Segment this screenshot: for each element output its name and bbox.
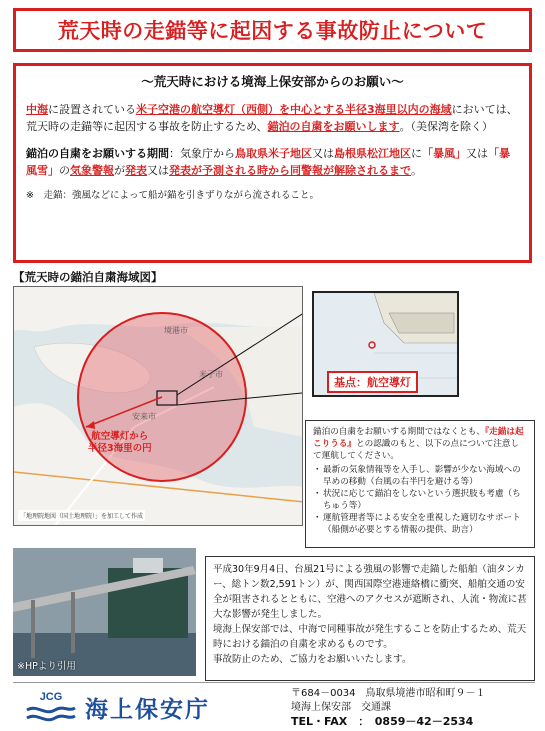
jcg-logo <box>25 688 210 726</box>
text-span: 又は <box>466 147 488 160</box>
map-label-yasugi: 安来市 <box>132 412 156 421</box>
incident-text-3: 事故防止のため、ご協力をお願いいたします。 <box>213 654 412 665</box>
text-span: ：気象庁から <box>169 147 235 160</box>
contact-address: 〒684－0034 鳥取県境港市昭和町９－１ <box>291 688 486 699</box>
list-item: ・ 運航管理者等による安全を重視した適切なサポート（船側が必要とする情報の提供、助言） <box>313 512 527 536</box>
map-label-yonago: 米子市 <box>199 370 223 379</box>
list-item: ・ 状況に応じて錨泊をしないという選択肢も考慮（ちちゅう等） <box>313 488 527 512</box>
text-area-definition: 米子空港の航空導灯（西側）を中心とする半径3海里以内の海域 <box>136 103 452 116</box>
base-point-label: 基点：航空導灯 <box>327 371 418 393</box>
footer <box>13 682 535 731</box>
incident-photo <box>13 548 196 676</box>
map-label-sakaiminato: 境港市 <box>164 326 188 335</box>
incident-text-2: 境海上保安部では、中海で同種事故が発生することを防止するため、荒天時における錨泊の自粛を求めるものです。 <box>213 624 527 650</box>
text-span: 又は <box>312 147 334 160</box>
jcg-abbr: JCG <box>39 691 63 703</box>
note-definition: ※ 走錨：強風などによって船が錨を引きずりながら流されること。 <box>26 190 319 201</box>
text-span: に <box>411 147 422 160</box>
request-paragraph-area <box>26 101 519 135</box>
text-anchoring-request: 錨泊の自粛をお願いします <box>267 120 400 133</box>
circle-label-line: 半径3海里の円 <box>88 443 152 454</box>
incident-box <box>205 556 535 681</box>
request-box <box>13 63 532 263</box>
text-nakaumi: 中海 <box>26 103 48 116</box>
caution-list <box>313 464 527 536</box>
text-span: においては、荒天時の走錨等に起因する事故を防止するため、 <box>26 103 518 133</box>
text-period-label: 錨泊の自粛をお願いする期間 <box>26 147 169 160</box>
text-until-lifted: 発表が予測される時から同警報が解除されるまで <box>169 164 411 177</box>
circle-label <box>88 431 152 455</box>
photo-caption: ※HPより引用 <box>17 661 76 672</box>
caution-intro <box>313 426 527 462</box>
list-item: ・ 最新の気象情報等を入手し、影響が少ない海域への早めの移動（台風の右半円を避ける等） <box>313 464 527 488</box>
text-span: の <box>59 164 70 177</box>
photo-graphic <box>13 548 196 676</box>
request-subtitle: ～荒天時における境海上保安部からのお願い～ <box>141 74 404 89</box>
text-yonago-district: 鳥取県米子地区 <box>235 147 312 160</box>
map-heading: 【荒天時の錨泊自粛海域図】 <box>13 270 163 284</box>
contact-tel: TEL・FAX ： 0859－42－2534 <box>291 715 474 728</box>
text-span: 。 <box>411 164 422 177</box>
text-span: が <box>114 164 125 177</box>
text-storm: 「暴風」 <box>422 147 466 160</box>
org-name: 海上保安庁 <box>85 696 210 723</box>
text-span: 。（美保湾を除く） <box>399 120 494 133</box>
text-span: との認識のもと、以下の点について注意して運航してください。 <box>313 439 520 461</box>
text-span: 又は <box>147 164 169 177</box>
text-span: に設置されている <box>48 103 136 116</box>
page-title: 荒天時の走錨等に起因する事故防止について <box>57 19 488 43</box>
jcg-emblem <box>25 688 77 726</box>
contact-info <box>291 687 486 729</box>
contact-dept: 境海上保安部 交通課 <box>291 702 391 713</box>
title-banner <box>13 8 532 52</box>
map-credit: 「地理院地図（国土地理院）」を加工して作成 <box>18 510 145 521</box>
text-span: 錨泊の自粛をお願いする期間ではなくとも、 <box>313 427 485 437</box>
text-warning: 気象警報 <box>70 164 114 177</box>
text-snowstorm: 「暴風雪」 <box>26 147 510 177</box>
map-graphic <box>14 287 303 526</box>
text-matsue-district: 島根県松江地区 <box>334 147 411 160</box>
circle-label-line: 航空導灯から <box>91 431 149 442</box>
caution-box <box>305 420 535 548</box>
incident-text: 平成30年9月4日、台風21号による強風の影響で走錨した船舶（油タンカー、総トン数2,591トン）が、関西国際空港連絡橋に衝突、船舶交通の安全が阻害されるとともに、空港へのアクセスが遮断され、人流・物流に甚大な影響が発生しました。 <box>213 564 527 620</box>
text-dragging-possible: 『走錨は起こりうる』 <box>313 427 524 449</box>
request-paragraph-period <box>26 145 519 179</box>
text-issued: 発表 <box>125 164 147 177</box>
anchorage-map <box>13 286 303 526</box>
